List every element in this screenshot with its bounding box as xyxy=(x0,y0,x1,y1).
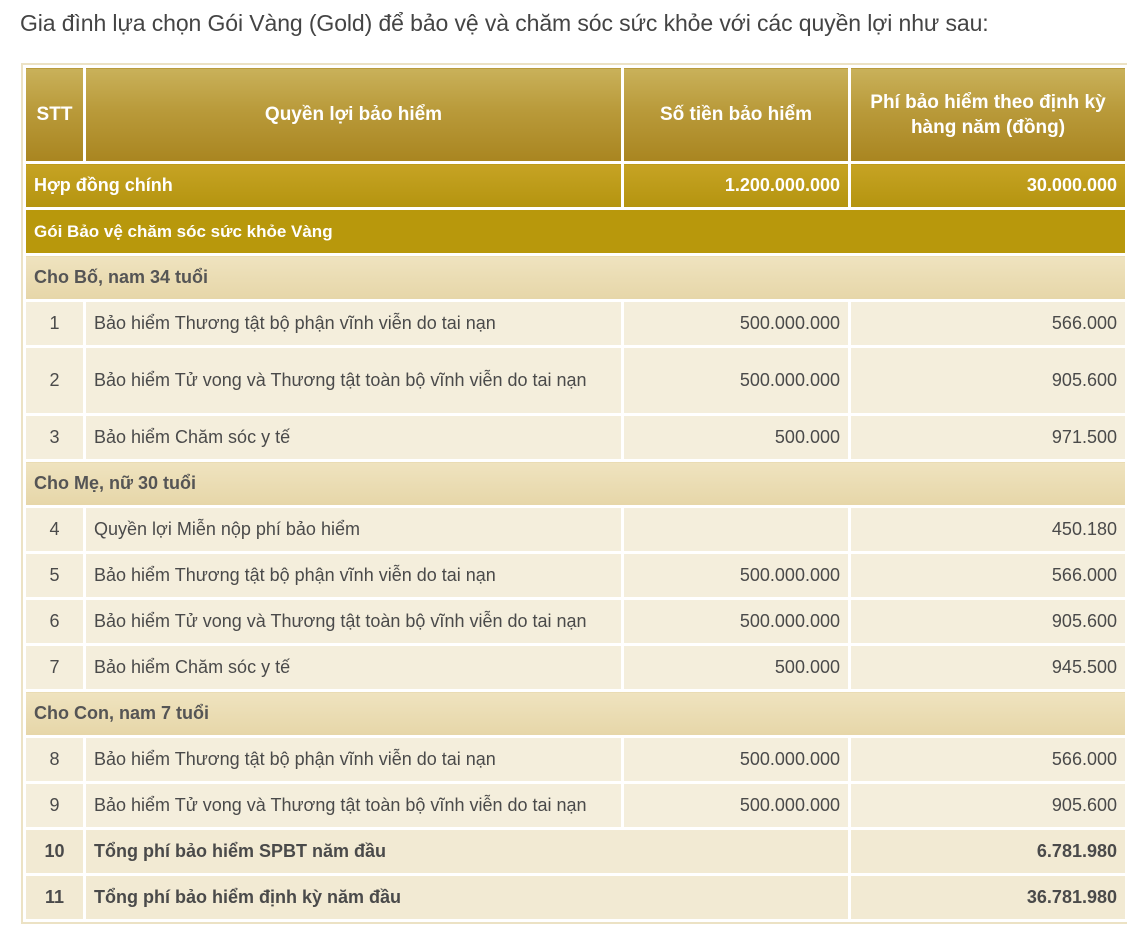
page-heading: Gia đình lựa chọn Gói Vàng (Gold) để bảo vệ và chăm sóc sức khỏe với các quyền lợi như sau: xyxy=(20,10,989,36)
group-label-child: Cho Con, nam 7 tuổi xyxy=(25,691,1127,737)
group-row xyxy=(25,461,1127,507)
group-row xyxy=(25,255,1127,301)
total-premium: 6.781.980 xyxy=(850,829,1127,875)
main-contract-premium: 30.000.000 xyxy=(850,163,1127,209)
row-sum-insured: 500.000.000 xyxy=(623,737,850,783)
row-premium: 971.500 xyxy=(850,415,1127,461)
row-sum-insured: 500.000.000 xyxy=(623,783,850,829)
row-sum-insured: 500.000.000 xyxy=(623,553,850,599)
row-stt: 1 xyxy=(25,301,85,347)
row-stt: 5 xyxy=(25,553,85,599)
row-sum-insured: 500.000.000 xyxy=(623,301,850,347)
header-premium: Phí bảo hiểm theo định kỳ hàng năm (đồng) xyxy=(850,67,1127,163)
row-stt: 2 xyxy=(25,347,85,415)
row-benefit: Bảo hiểm Thương tật bộ phận vĩnh viễn do tai nạn xyxy=(85,301,623,347)
header-benefit: Quyền lợi bảo hiểm xyxy=(85,67,623,163)
table-header-row xyxy=(25,67,1127,163)
row-benefit: Bảo hiểm Chăm sóc y tế xyxy=(85,415,623,461)
table-row xyxy=(25,507,1127,553)
total-stt: 10 xyxy=(25,829,85,875)
group-row xyxy=(25,691,1127,737)
row-premium: 566.000 xyxy=(850,553,1127,599)
table-row xyxy=(25,347,1127,415)
table-row xyxy=(25,415,1127,461)
row-benefit: Bảo hiểm Tử vong và Thương tật toàn bộ vĩnh viễn do tai nạn xyxy=(85,599,623,645)
row-stt: 3 xyxy=(25,415,85,461)
row-premium: 566.000 xyxy=(850,737,1127,783)
row-sum-insured: 500.000 xyxy=(623,645,850,691)
main-contract-sum-insured: 1.200.000.000 xyxy=(623,163,850,209)
row-premium: 905.600 xyxy=(850,783,1127,829)
package-label: Gói Bảo vệ chăm sóc sức khỏe Vàng xyxy=(25,209,1127,255)
total-label: Tổng phí bảo hiểm SPBT năm đầu xyxy=(85,829,850,875)
row-stt: 4 xyxy=(25,507,85,553)
table-row xyxy=(25,553,1127,599)
row-stt: 8 xyxy=(25,737,85,783)
row-stt: 6 xyxy=(25,599,85,645)
row-premium: 450.180 xyxy=(850,507,1127,553)
row-benefit: Bảo hiểm Thương tật bộ phận vĩnh viễn do tai nạn xyxy=(85,553,623,599)
row-premium: 905.600 xyxy=(850,347,1127,415)
row-benefit: Bảo hiểm Tử vong và Thương tật toàn bộ vĩnh viễn do tai nạn xyxy=(85,783,623,829)
row-stt: 7 xyxy=(25,645,85,691)
package-row xyxy=(25,209,1127,255)
row-sum-insured: 500.000.000 xyxy=(623,599,850,645)
header-sum-insured: Số tiền bảo hiểm xyxy=(623,67,850,163)
main-contract-label: Hợp đồng chính xyxy=(25,163,623,209)
header-stt: STT xyxy=(25,67,85,163)
group-label-mother: Cho Mẹ, nữ 30 tuổi xyxy=(25,461,1127,507)
table-row xyxy=(25,301,1127,347)
table-row xyxy=(25,599,1127,645)
total-stt: 11 xyxy=(25,875,85,921)
total-label: Tổng phí bảo hiểm định kỳ năm đầu xyxy=(85,875,850,921)
benefits-table xyxy=(23,65,1128,922)
row-benefit: Bảo hiểm Thương tật bộ phận vĩnh viễn do tai nạn xyxy=(85,737,623,783)
row-sum-insured xyxy=(623,507,850,553)
row-sum-insured: 500.000 xyxy=(623,415,850,461)
table-row xyxy=(25,783,1127,829)
row-stt: 9 xyxy=(25,783,85,829)
table-row xyxy=(25,737,1127,783)
main-contract-row xyxy=(25,163,1127,209)
total-row xyxy=(25,875,1127,921)
group-label-father: Cho Bố, nam 34 tuổi xyxy=(25,255,1127,301)
total-row xyxy=(25,829,1127,875)
row-benefit: Bảo hiểm Chăm sóc y tế xyxy=(85,645,623,691)
row-benefit: Bảo hiểm Tử vong và Thương tật toàn bộ vĩnh viễn do tai nạn xyxy=(85,347,623,415)
row-sum-insured: 500.000.000 xyxy=(623,347,850,415)
row-benefit: Quyền lợi Miễn nộp phí bảo hiểm xyxy=(85,507,623,553)
row-premium: 566.000 xyxy=(850,301,1127,347)
table-row xyxy=(25,645,1127,691)
row-premium: 945.500 xyxy=(850,645,1127,691)
benefits-table-container xyxy=(21,63,1127,924)
row-premium: 905.600 xyxy=(850,599,1127,645)
total-premium: 36.781.980 xyxy=(850,875,1127,921)
